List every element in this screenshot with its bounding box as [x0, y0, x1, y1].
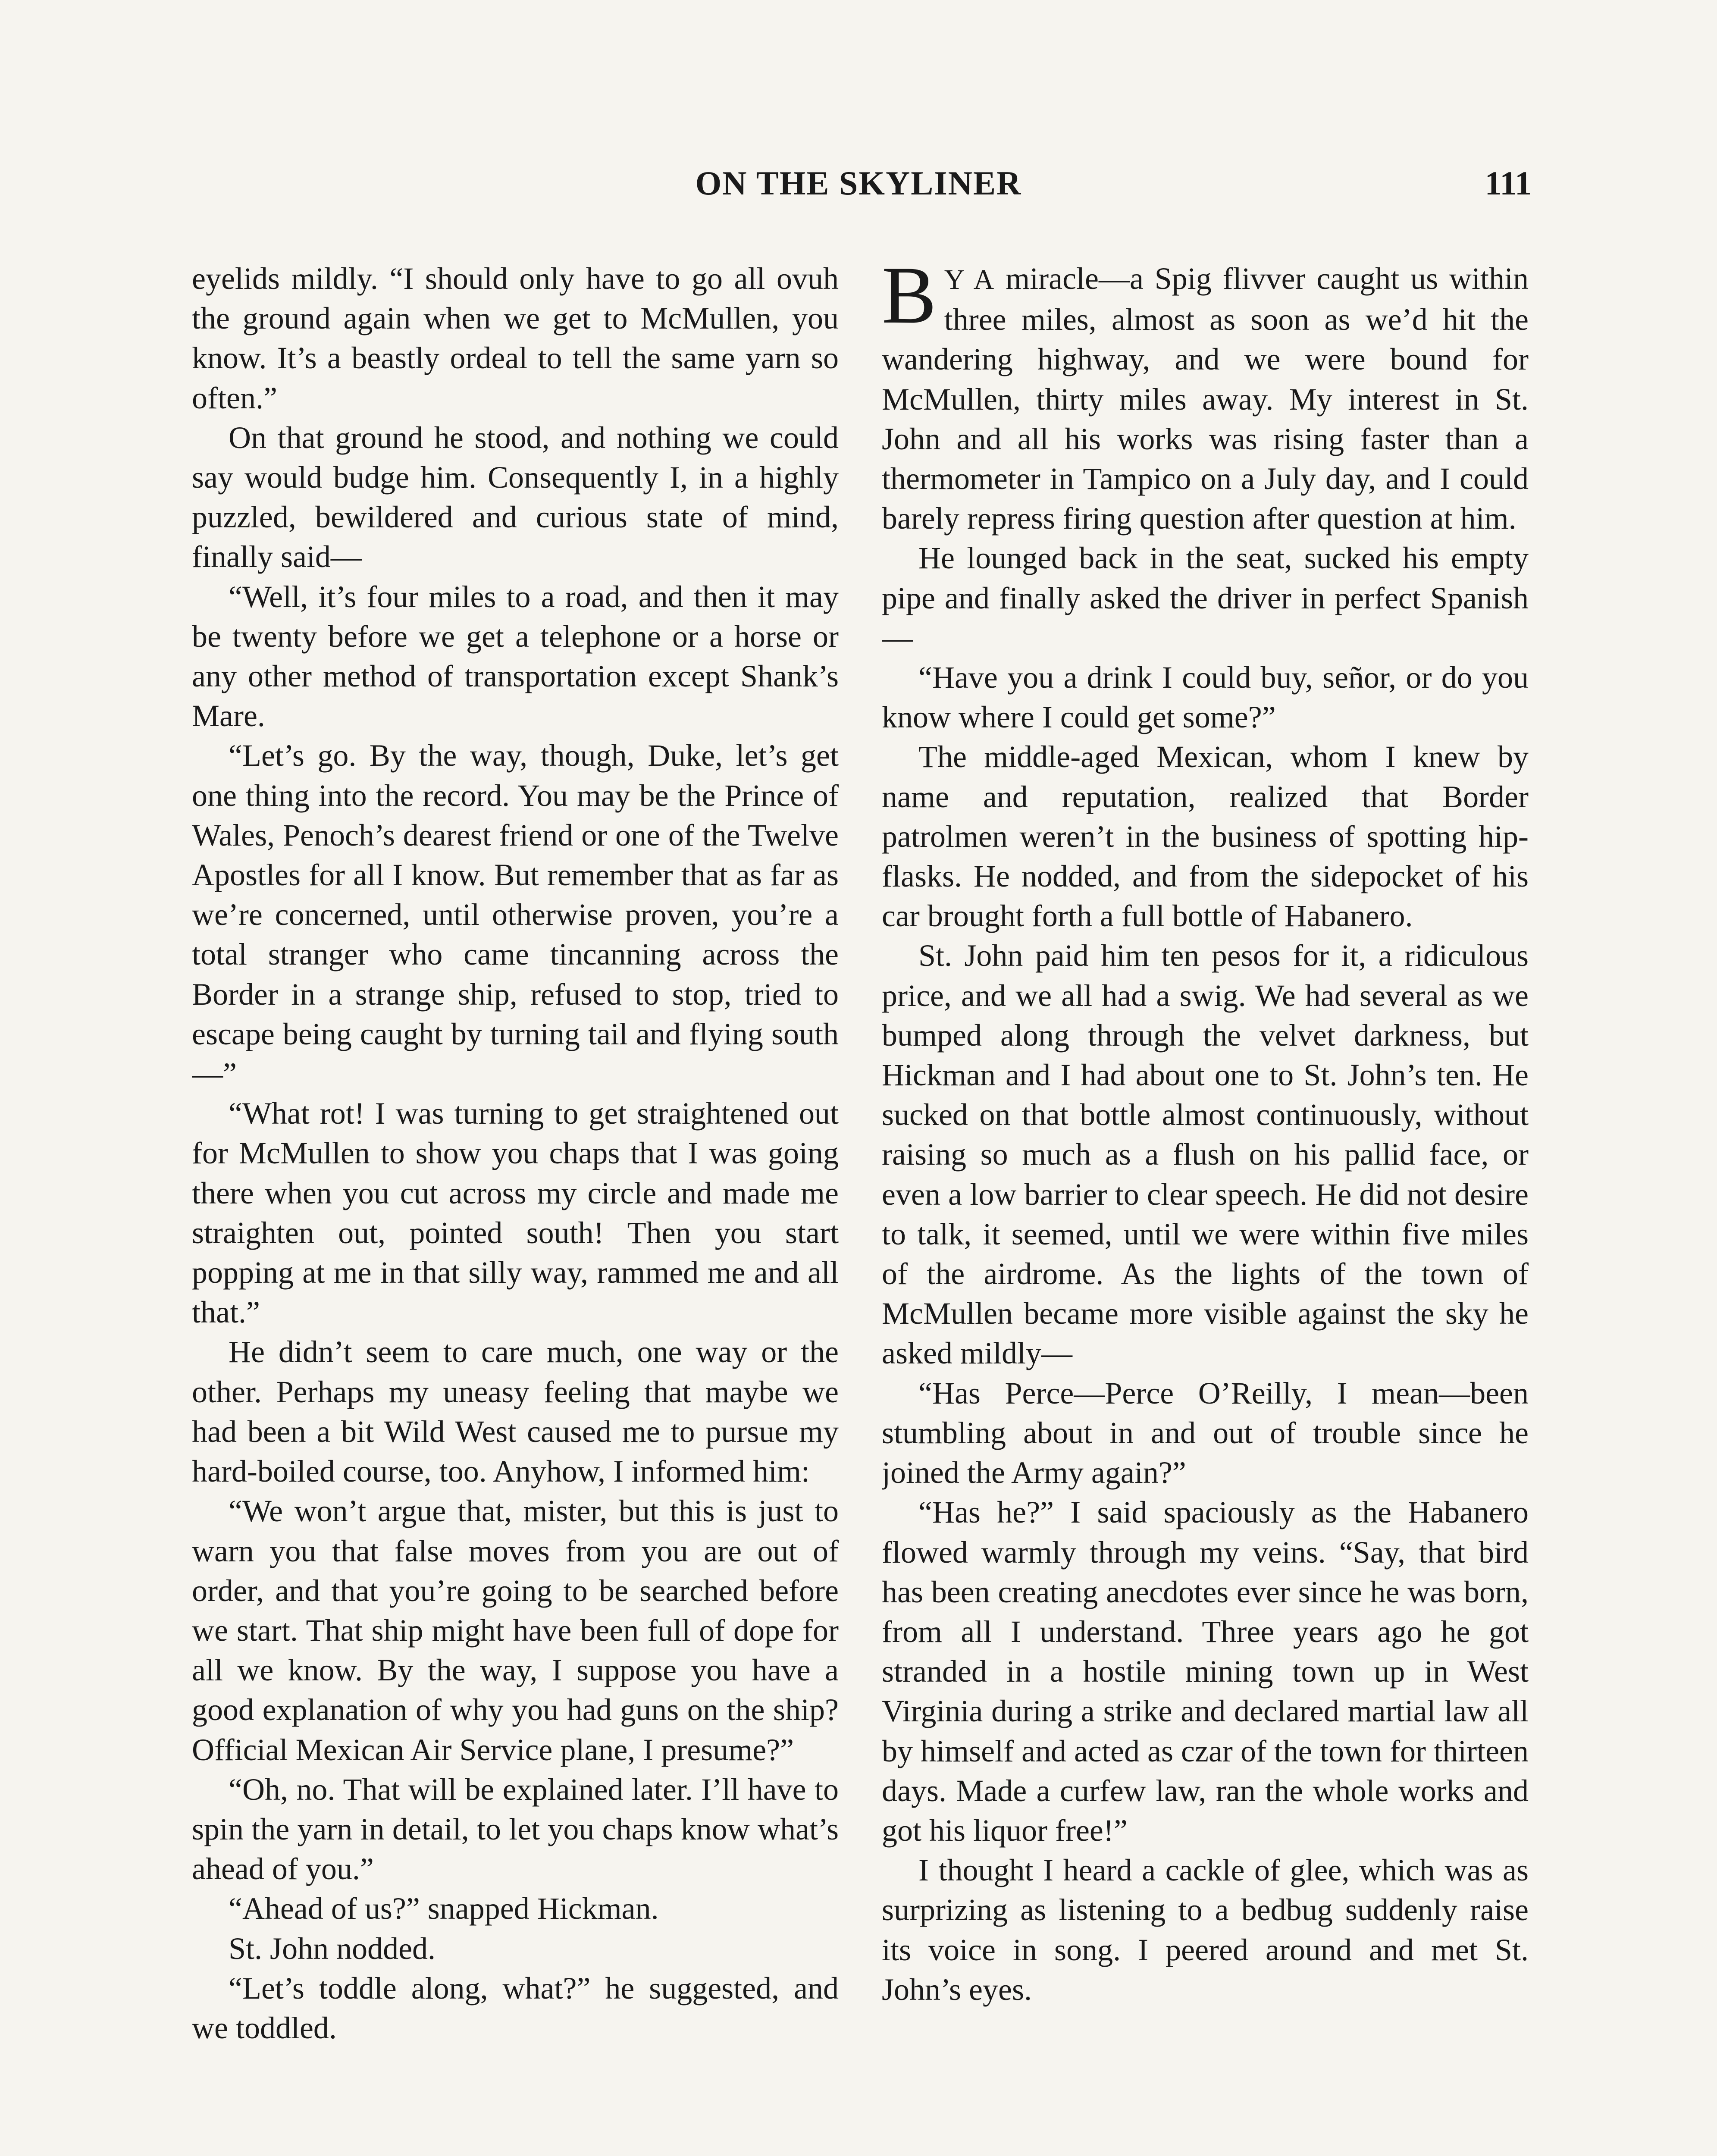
paragraph: I thought I heard a cackle of glee, which was as surprizing as listening to a bedbug suddenly raise its voice in song. I peered around and met St. John’s eyes.	[882, 1853, 1529, 2007]
paragraph: St. John nodded.	[229, 1931, 436, 1966]
paragraph: “What rot! I was turning to get straightened out for McMullen to show you chaps that I was going there when you cut across my circle and made me straighten out, pointed south! Then you start popping at me in that silly way, rammed me and all that.”	[192, 1096, 839, 1330]
opening-paragraph	[882, 259, 1529, 538]
paragraph: St. John paid him ten pesos for it, a ridiculous price, and we all had a swig. We had several as we bumped along through the velvet darkness, but Hickman and I had about one to St. John’s ten. He sucked on that bottle almost continuously, without raising so much as a flush on his pallid face, or even a low barrier to clear speech. He did not desire to talk, it seemed, until we were within five miles of the airdrome. As the lights of the town of McMullen became more visible against the sky he asked mildly—	[882, 938, 1529, 1371]
running-title: ON THE SKYLINER	[695, 164, 1022, 202]
paragraph: “Let’s go. By the way, though, Duke, let’s get one thing into the record. You may be the Prince of Wales, Penoch’s dearest friend or one of the Twelve Apostles for all I know. But remember that as far as we’re concerned, until otherwise proven, you’re a total stranger who came tincanning across the Border in a strange ship, refused to stop, tried to escape being caught by turning tail and flying south—”	[192, 738, 839, 1091]
paragraph: “Let’s toddle along, what?” he suggested, and we toddled.	[192, 1971, 839, 2045]
paragraph: “Oh, no. That will be explained later. I’ll have to spin the yarn in detail, to let you chaps know what’s ahead of you.”	[192, 1772, 839, 1887]
paragraph: He lounged back in the seat, sucked his empty pipe and finally asked the driver in perfect Spanish—	[882, 541, 1529, 655]
paragraph: “Ahead of us?” snapped Hickman.	[229, 1891, 659, 1926]
opening-text: miracle—a Spig flivver caught us within three miles, almost as soon as we’d hit the wandering highway, and we were bound for McMullen, thirty miles away. My interest in St. John and all his works was rising faster than a thermometer in Tampico on a July day, and I could barely repress firing question after question at him.	[882, 261, 1529, 536]
paragraph: eyelids mildly. “I should only have to go all ovuh the ground again when we get to McMullen, you know. It’s a beastly ordeal to tell the same yarn so often.”	[192, 261, 839, 415]
paragraph: “Has he?” I said spaciously as the Habanero flowed warmly through my veins. “Say, that bird has been creating anecdotes ever since he was born, from all I understand. Three years ago he got stranded in a hostile mining town up in West Virginia during a strike and declared martial law all by himself and acted as czar of the town for thirteen days. Made a curfew law, ran the whole works and got his liquor free!”	[882, 1495, 1529, 1848]
right-column	[882, 259, 1529, 2156]
paragraph: “Has Perce—Perce O’Reilly, I mean—been stumbling about in and out of trouble since he joined the Army again?”	[882, 1376, 1529, 1490]
left-column	[192, 259, 839, 2156]
paragraph: “Have you a drink I could buy, señor, or do you know where I could get some?”	[882, 660, 1529, 735]
paragraph: He didn’t seem to care much, one way or the other. Perhaps my uneasy feeling that maybe we had been a bit Wild West caused me to pursue my hard-boiled course, too. Anyhow, I informed him:	[192, 1335, 839, 1489]
drop-cap: B	[882, 259, 937, 341]
paragraph: “Well, it’s four miles to a road, and then it may be twenty before we get a telephone or a horse or any other method of transportation except Shank’s Mare.	[192, 579, 839, 733]
opening-small-caps: Y A	[944, 264, 995, 295]
page-header	[0, 164, 1717, 224]
paragraph: “We won’t argue that, mister, but this is just to warn you that false moves from you are out of order, and that you’re going to be searched before we start. That ship might have been full of dope for all we know. By the way, I suppose you have a good explanation of why you had guns on the ship? Official Mexican Air Service plane, I presume?”	[192, 1494, 839, 1767]
page-number: 111	[1485, 164, 1532, 202]
paragraph: The middle-aged Mexican, whom I knew by name and reputation, realized that Border patrolmen weren’t in the business of spotting hip-flasks. He nodded, and from the sidepocket of his car brought forth a full bottle of Habanero.	[882, 740, 1529, 934]
paragraph: On that ground he stood, and nothing we could say would budge him. Consequently I, in a highly puzzled, bewildered and curious state of mind, finally said—	[192, 420, 839, 574]
